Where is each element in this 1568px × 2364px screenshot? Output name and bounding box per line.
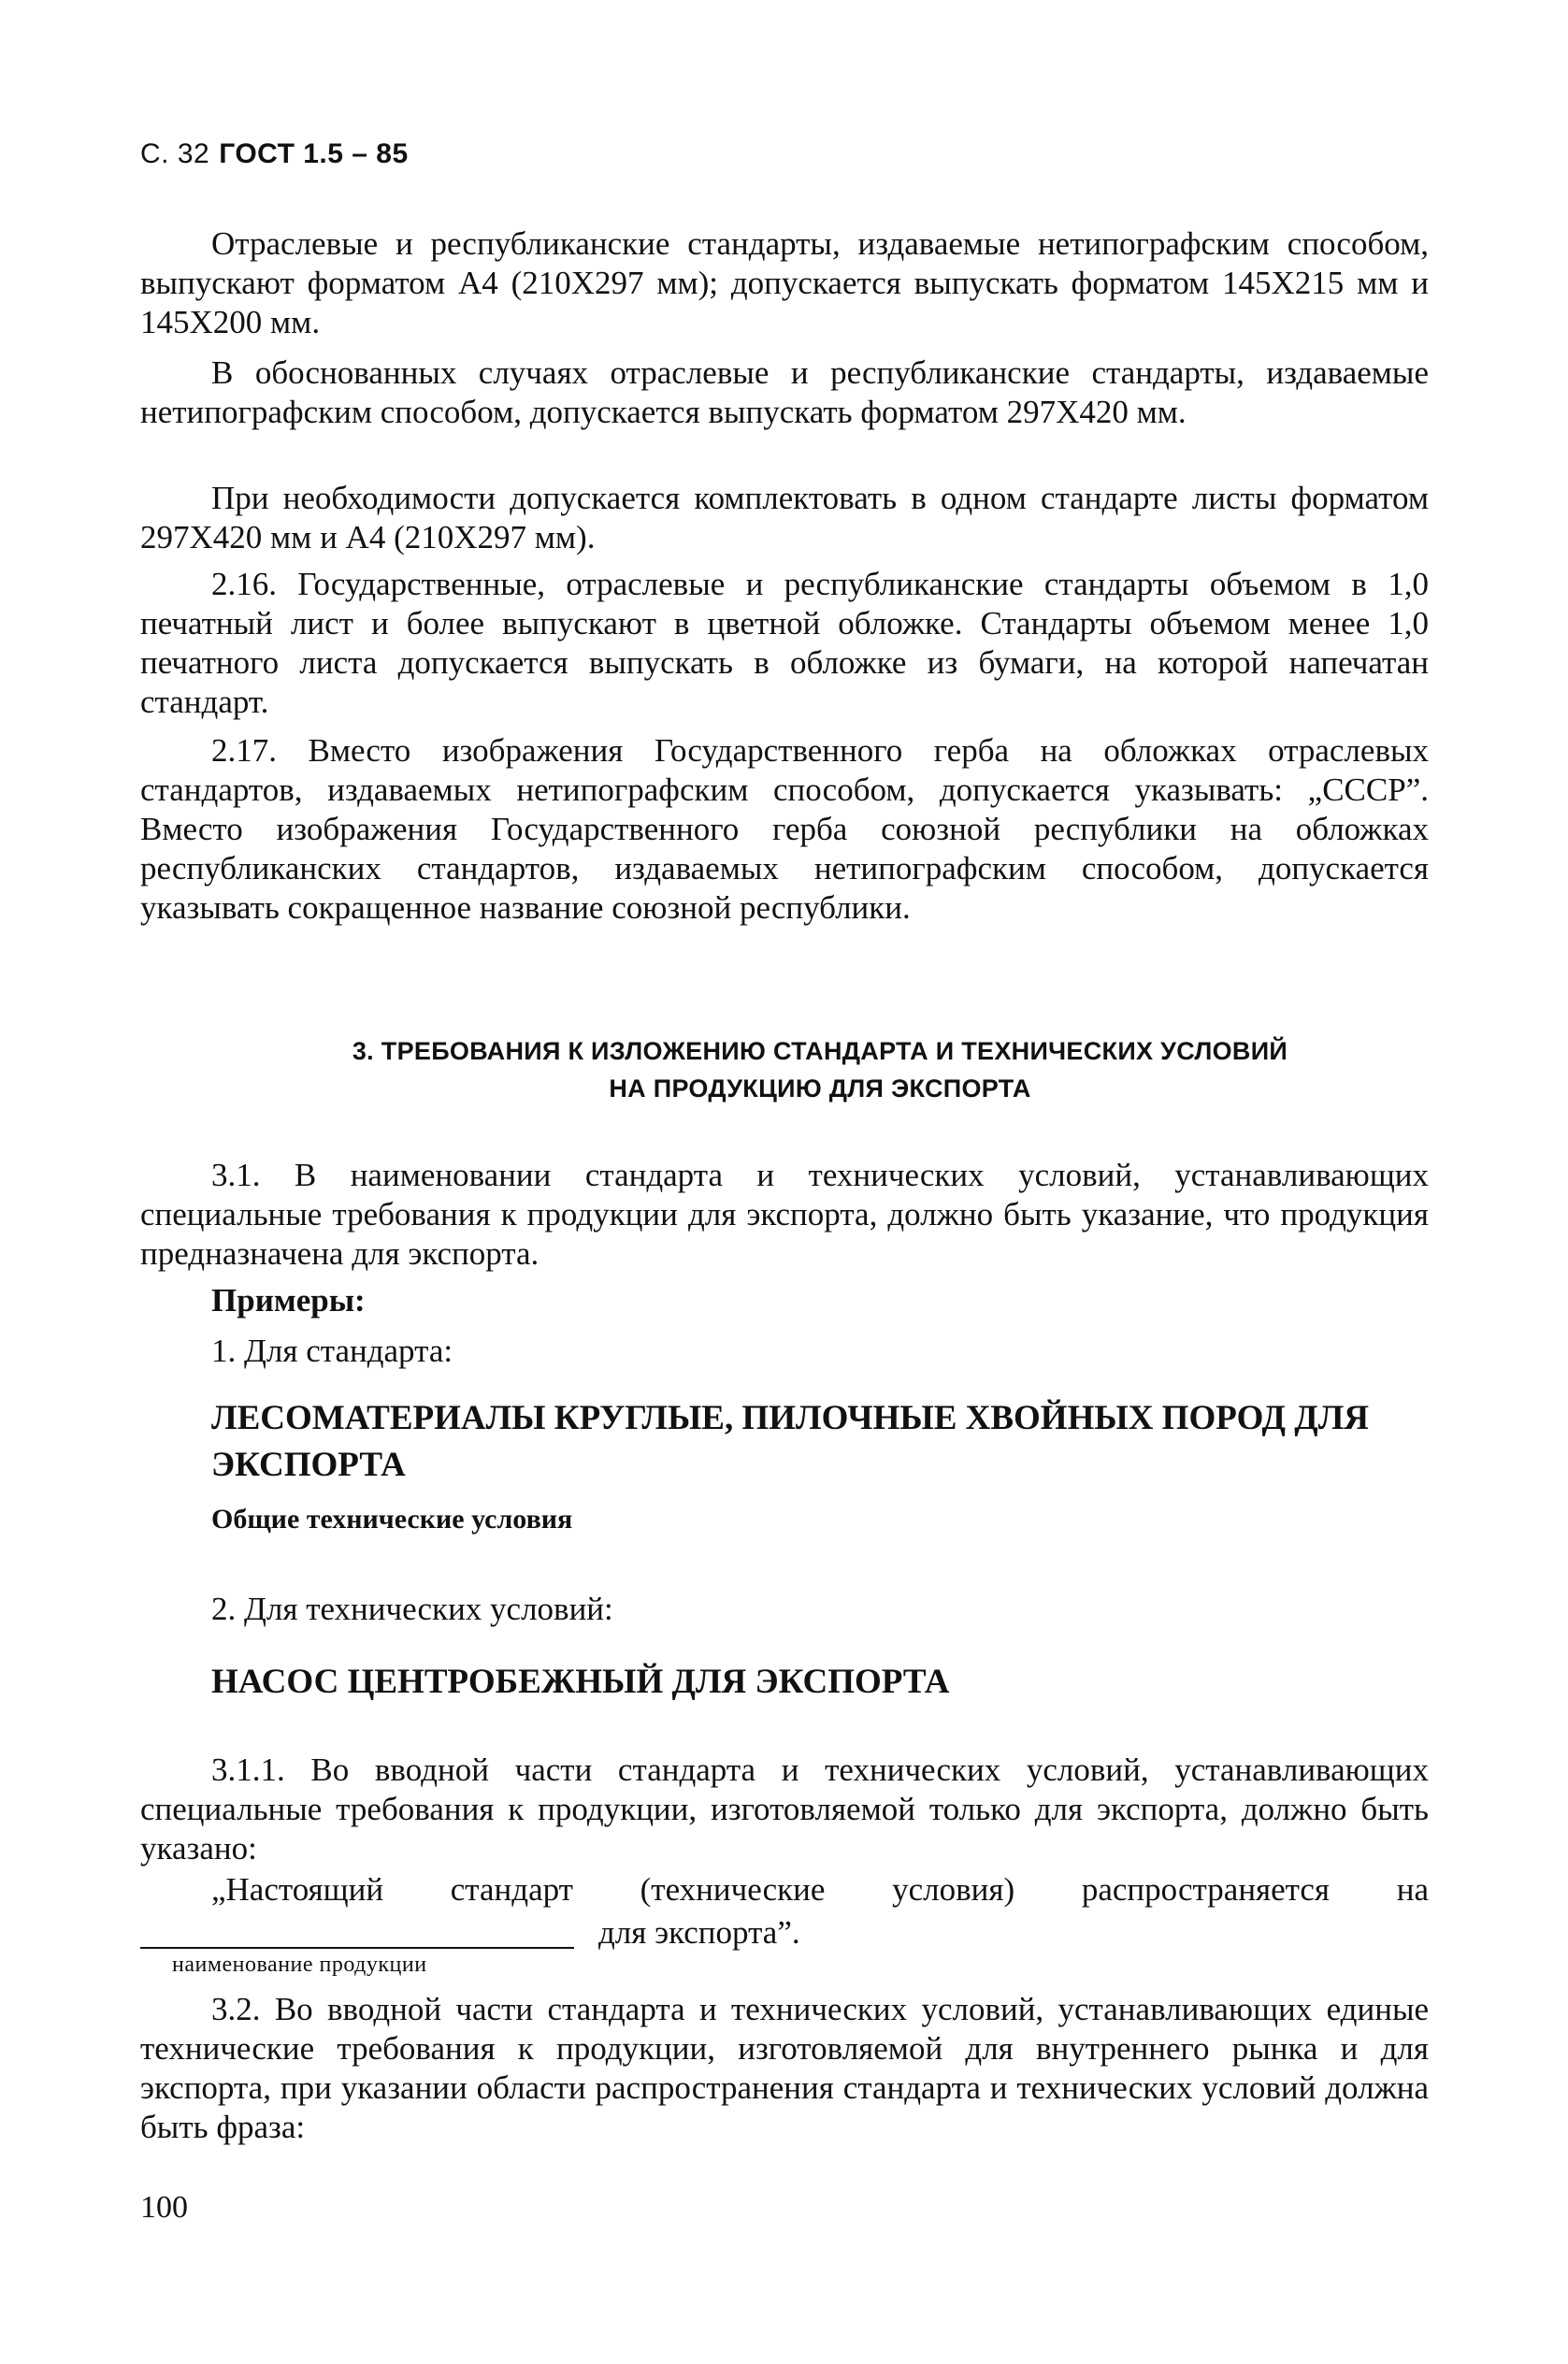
product-name-blank bbox=[140, 1947, 574, 1949]
text-block-3-1-1 bbox=[140, 1751, 1429, 1868]
paragraph-2-16: 2.16. Государственные, отраслевые и республиканские стандарты объемом в 1,0 печатный лист и более выпускают в цветной обложке. Стандарты объемом менее 1,0 печатного листа допускается выпускать в обложке из бумаги, на которой напечатан стандарт. bbox=[140, 566, 1429, 720]
page-number: 100 bbox=[140, 2190, 188, 2225]
paragraph-format-a4 bbox=[140, 224, 1429, 342]
quote-end: для экспорта”. bbox=[598, 1914, 800, 1951]
example-1-label: 1. Для стандарта: bbox=[211, 1333, 453, 1369]
paragraph-3-1: 3.1. В наименовании стандарта и технических условий, устанавливающих специальные требования к продукции для экспорта, должно быть указание, что продукция предназначена для экспорта. bbox=[140, 1157, 1429, 1272]
product-name-caption: наименование продукции bbox=[172, 1953, 427, 1977]
section-3-title-line-1: 3. ТРЕБОВАНИЯ К ИЗЛОЖЕНИЮ СТАНДАРТА И ТЕХНИЧЕСКИХ УСЛОВИЙ bbox=[352, 1037, 1288, 1065]
text-block-2 bbox=[140, 353, 1429, 432]
example-1-title: ЛЕСОМАТЕРИАЛЫ КРУГЛЫЕ, ПИЛОЧНЫЕ ХВОЙНЫХ ПОРОД ДЛЯ ЭКСПОРТА bbox=[211, 1399, 1370, 1484]
example-1-subtitle: Общие технические условия bbox=[211, 1504, 573, 1535]
text-block-1 bbox=[140, 224, 1429, 342]
text-block-3-2 bbox=[140, 1990, 1429, 2147]
text-block-5 bbox=[140, 731, 1429, 928]
gost-label: ГОСТ 1.5 – 85 bbox=[219, 138, 409, 169]
page-label: С. 32 bbox=[140, 138, 210, 169]
text-block-3 bbox=[140, 479, 1429, 557]
paragraph-format-297x420: В обоснованных случаях отраслевые и республиканские стандарты, издаваемые нетипографским способом, допускается выпускать форматом 297Х420 мм. bbox=[140, 354, 1429, 430]
paragraph-3-1-1: 3.1.1. Во вводной части стандарта и технических условий, устанавливающих специальные требования к продукции, изготовляемой только для экспорта, должно быть указано: bbox=[140, 1751, 1429, 1867]
text-block-4 bbox=[140, 565, 1429, 722]
paragraph-combine-formats: При необходимости допускается комплектовать в одном стандарте листы форматом 297Х420 мм и А4 (210Х297 мм). bbox=[140, 480, 1429, 555]
paragraph-format-a4-text: Отраслевые и республиканские стандарты, издаваемые нетипографским способом, выпускают форматом А4 (210Х297 мм); допускается выпускать форматом 145Х215 мм и 145Х200 мм. bbox=[140, 225, 1429, 340]
running-head bbox=[140, 138, 409, 170]
paragraph-2-17: 2.17. Вместо изображения Государственного герба на обложках отраслевых стандартов, издаваемых нетипографским способом, допускается указывать: „СССР”. Вместо изображения Государственного герба союзной республики на обложках республиканских стандартов, издаваемых нетипографским способом, допускается указывать сокращенное название союзной республики. bbox=[140, 732, 1429, 926]
text-block-3-1 bbox=[140, 1156, 1429, 1274]
example-2-label: 2. Для технических условий: bbox=[211, 1591, 613, 1627]
section-3-title bbox=[211, 1032, 1429, 1107]
examples-label: Примеры: bbox=[211, 1282, 366, 1319]
example-2-title: НАСОС ЦЕНТРОБЕЖНЫЙ ДЛЯ ЭКСПОРТА bbox=[211, 1663, 950, 1701]
quote-line: „Настоящий стандарт (технические условия) распространяется на bbox=[211, 1871, 1429, 1908]
paragraph-3-2: 3.2. Во вводной части стандарта и технических условий, устанавливающих единые технические требования к продукции, изготовляемой для внутреннего рынка и для экспорта, при указании области распространения стандарта и технических условий должна быть фраза: bbox=[140, 1991, 1429, 2145]
section-3-title-line-2: НА ПРОДУКЦИЮ ДЛЯ ЭКСПОРТА bbox=[609, 1074, 1031, 1103]
